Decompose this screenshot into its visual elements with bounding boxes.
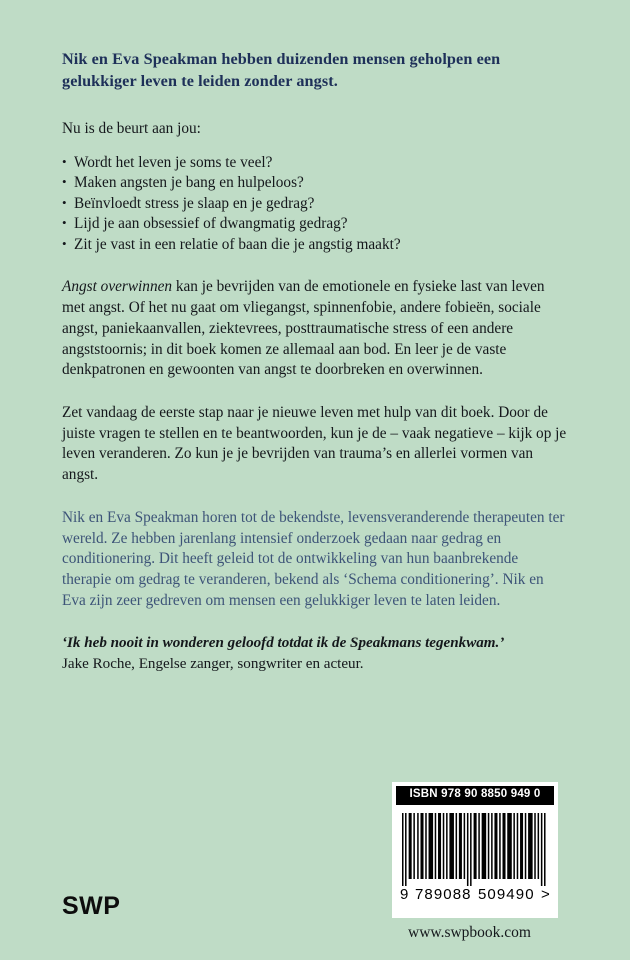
barcode-digit-end: > [541,885,550,903]
list-item: • Maken angsten je bang en hulpeloos? [62,173,568,194]
publisher-website: www.swpbook.com [408,924,531,941]
list-item: • Lijd je aan obsessief of dwangmatig gedrag? [62,214,568,235]
question-bullet-list [62,153,568,256]
book-title-italic: Angst overwinnen [62,278,173,296]
cover-text-content [62,48,568,674]
barcode-digit-left: 9 [400,885,409,903]
barcode-bars-icon [402,813,548,886]
publisher-logo: SWP [62,892,121,920]
barcode-digit-mid: 789088 [414,885,472,903]
list-item: • Zit je vast in een relatie of baan die je angstig maakt? [62,235,568,256]
barcode-bars [402,813,548,886]
authors-bio-paragraph: Nik en Eva Speakman horen tot de bekendste, levensveranderende therapeuten ter wereld. Ze hebben jarenlang intensief onderzoek gedaan naar gedrag en conditionering. Dit heeft geleid tot de ontwikkeling van hun baanbrekende therapie om gedrag te veranderen, bekend als ‘Schema conditionering’. Nik en Eva zijn zeer gedreven om mensen een gelukkiger leven te laten leiden. [62,508,565,609]
blurb-paragraph-2: Zet vandaag de eerste stap naar je nieuwe leven met hulp van dit boek. Door de juiste vragen te stellen en te beantwoorden, kun je de – vaak negatieve – kijk op je leven veranderen. Zo kun je je bevrijden van trauma’s en allerlei vormen van angst. [62,403,567,484]
barcode-block [392,782,558,918]
barcode-digit-right: 509490 [477,885,535,903]
list-item: • Beïnvloedt stress je slaap en je gedrag? [62,194,568,215]
headline: Nik en Eva Speakman hebben duizenden mensen geholpen een gelukkiger leven te leiden zonder angst. [62,50,501,91]
intro-line: Nu is de beurt aan jou: [62,120,201,138]
testimonial-quote: ‘Ik heb nooit in wonderen geloofd totdat ik de Speakmans tegenkwam.’ [62,635,505,652]
testimonial-block [62,633,568,674]
barcode-digits [396,886,554,903]
testimonial-attribution: Jake Roche, Engelse zanger, songwriter en acteur. [62,655,364,672]
isbn-label: ISBN 978 90 8850 949 0 [396,786,554,805]
blurb-paragraph-1 [62,277,568,381]
list-item: • Wordt het leven je soms te veel? [62,153,568,174]
blurb-paragraph-1-rest: kan je bevrijden van de emotionele en fysieke last van leven met angst. Of het nu gaat om vliegangst, spinnenfobie, andere fobieën, sociale angst, paniekaanvallen, ziektevrees, posttraumatische stress of een andere angststoornis; in dit boek komen ze allemaal aan bod. En leer je de vaste denkpatronen en gewoonten van angst te doorbreken en overwinnen. [62,278,545,379]
